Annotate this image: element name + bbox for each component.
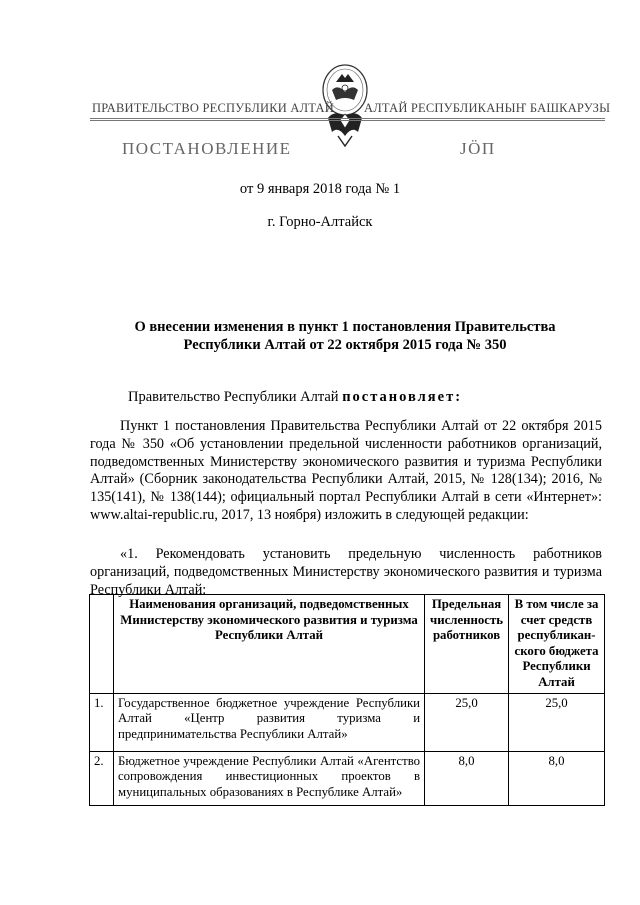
- row-org-name: Государственное бюджетное учреждение Республики Алтай «Центр развития туризма и предпринимательства Республики Алтай»: [113, 693, 424, 751]
- header-divider-thin: [90, 120, 605, 121]
- row-budget: 25,0: [509, 693, 605, 751]
- government-name-altai: АЛТАЙ РЕСПУБЛИКАНЫҤ БАШКАРУЗЫ: [364, 101, 611, 115]
- document-city: г. Горно-Алтайск: [267, 214, 373, 230]
- row-limit: 25,0: [425, 693, 509, 751]
- header-divider: [90, 118, 605, 119]
- preamble-keyword: постановляет:: [342, 389, 463, 405]
- government-name-russian: ПРАВИТЕЛЬСТВО РЕСПУБЛИКИ АЛТАЙ: [92, 101, 334, 115]
- row-num: 1.: [90, 693, 114, 751]
- document-date-number: от 9 января 2018 года № 1: [239, 181, 401, 197]
- doc-type-altai: ЈÖП: [460, 139, 496, 158]
- table-row: [90, 751, 605, 805]
- table-header-row: [90, 595, 605, 694]
- paragraph-1: Пункт 1 постановления Правительства Республики Алтай от 22 октября 2015 года № 350 «Об установлении предельной численности работников организаций, подведомственных Министерству экономического развития и туризма Республики Алтай» (Сборник законодательства Республики Алтай, 2015, № 128(134); 2016, № 135(141), № 138(144); официальный портал Республики Алтай в сети «Интернет»: www.altai-republic.ru, 2017, 13 ноября) изложить в следующей редакции:: [90, 418, 602, 523]
- preamble-text: Правительство Республики Алтай: [128, 389, 343, 405]
- header-org-name: Наименования организаций, подведомственных Министерству экономического развития и туризма Республики Алтай: [113, 595, 424, 694]
- row-limit: 8,0: [425, 751, 509, 805]
- row-org-name: Бюджетное учреждение Республики Алтай «Агентство сопровождения инвестиционных проектов в муниципальных образованиях в Республике Алтай»: [113, 751, 424, 805]
- doc-type-russian: ПОСТАНОВЛЕНИЕ: [122, 139, 292, 158]
- paragraph-2: «1. Рекомендовать установить предельную численность работников организаций, подведомственных Министерству экономического развития и туризма Республики Алтай:: [90, 546, 602, 598]
- organizations-table: [89, 594, 605, 806]
- header-num: [90, 595, 114, 694]
- header-budget: В том числе за счет средств республикан-ского бюджета Республики Алтай: [509, 595, 605, 694]
- row-num: 2.: [90, 751, 114, 805]
- preamble: [128, 389, 462, 406]
- document-title: О внесении изменения в пункт 1 постановления Правительства Республики Алтай от 22 октября 2015 года № 350: [134, 319, 556, 353]
- header-limit: Предельная численность работников: [425, 595, 509, 694]
- table-row: [90, 693, 605, 751]
- row-budget: 8,0: [509, 751, 605, 805]
